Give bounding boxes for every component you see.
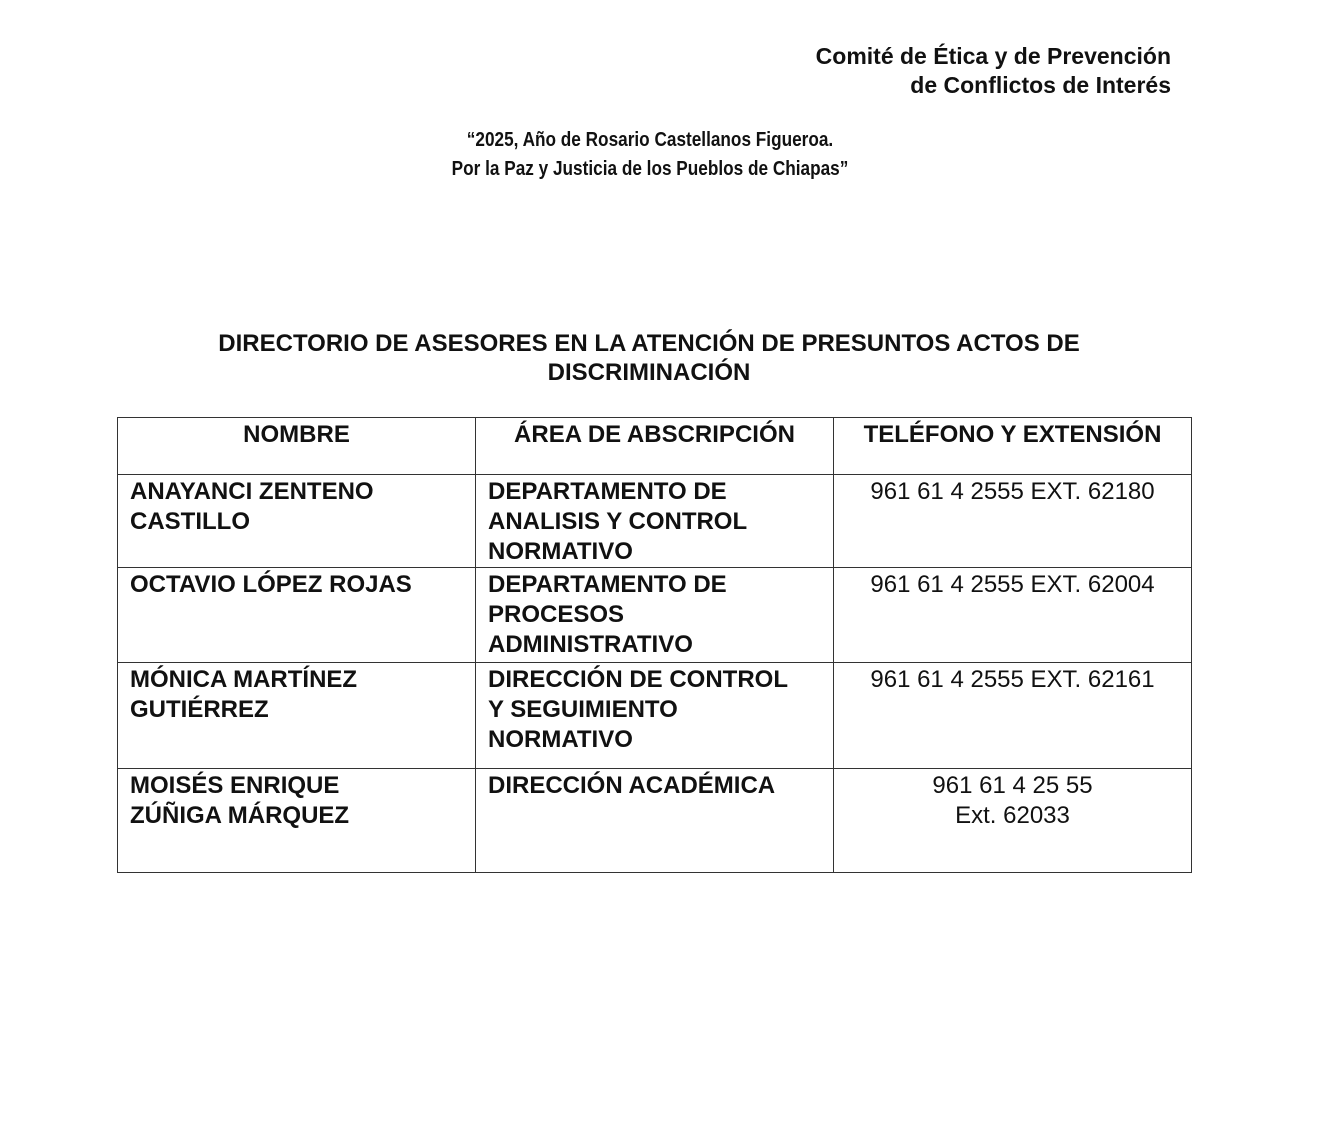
table-row xyxy=(118,568,1192,663)
advisors-directory-table xyxy=(117,417,1192,873)
advisor-phone-cell xyxy=(834,568,1192,663)
advisor-name-cell xyxy=(118,475,476,568)
advisor-area-cell xyxy=(476,769,834,873)
advisor-area-line: PROCESOS xyxy=(488,601,625,628)
committee-heading xyxy=(816,42,1171,100)
advisor-name-line: OCTAVIO LÓPEZ ROJAS xyxy=(130,571,412,598)
column-header-phone: TELÉFONO Y EXTENSIÓN xyxy=(834,418,1192,475)
advisor-area-cell xyxy=(476,475,834,568)
document-title-line-2: DISCRIMINACIÓN xyxy=(547,359,751,386)
advisor-area-line: DIRECCIÓN ACADÉMICA xyxy=(488,772,776,799)
motto-line-1: “2025, Año de Rosario Castellanos Figueroa. xyxy=(466,129,834,151)
advisor-name-line: ZÚÑIGA MÁRQUEZ xyxy=(130,802,350,829)
advisor-phone-cell xyxy=(834,769,1192,873)
committee-heading-line-1: Comité de Ética y de Prevención xyxy=(815,43,1171,69)
advisor-name-line: ANAYANCI ZENTENO xyxy=(130,478,374,505)
advisor-phone-line: 961 61 4 2555 EXT. 62004 xyxy=(870,571,1155,598)
advisor-area-line: DEPARTAMENTO DE xyxy=(488,478,727,505)
motto-line-2: Por la Paz y Justicia de los Pueblos de Chiapas” xyxy=(451,158,849,180)
advisor-area-line: NORMATIVO xyxy=(488,726,633,753)
advisor-area-line: ADMINISTRATIVO xyxy=(488,631,693,658)
official-year-motto xyxy=(349,126,951,184)
advisor-area-cell xyxy=(476,663,834,769)
advisor-phone-line: 961 61 4 2555 EXT. 62180 xyxy=(870,478,1155,505)
advisor-area-cell xyxy=(476,568,834,663)
table-row xyxy=(118,475,1192,568)
column-header-area: ÁREA DE ABSCRIPCIÓN xyxy=(476,418,834,475)
advisor-name-cell xyxy=(118,769,476,873)
advisor-area-line: ANALISIS Y CONTROL xyxy=(488,508,748,535)
advisor-name-line: MÓNICA MARTÍNEZ xyxy=(130,666,358,693)
advisor-phone-line: Ext. 62033 xyxy=(955,802,1070,829)
advisor-area-line: Y SEGUIMIENTO xyxy=(488,696,678,723)
advisor-name-cell xyxy=(118,568,476,663)
document-title-line-1: DIRECTORIO DE ASESORES EN LA ATENCIÓN DE PRESUNTOS ACTOS DE xyxy=(218,330,1080,357)
advisor-name-cell xyxy=(118,663,476,769)
table-header-row xyxy=(118,418,1192,475)
document-title xyxy=(116,329,1182,387)
advisor-phone-line: 961 61 4 2555 EXT. 62161 xyxy=(870,666,1155,693)
table-row xyxy=(118,769,1192,873)
advisor-name-line: GUTIÉRREZ xyxy=(130,696,269,723)
advisor-area-line: NORMATIVO xyxy=(488,538,633,565)
advisor-name-line: MOISÉS ENRIQUE xyxy=(130,772,340,799)
advisor-phone-cell xyxy=(834,663,1192,769)
advisor-area-line: DEPARTAMENTO DE xyxy=(488,571,727,598)
table-row xyxy=(118,663,1192,769)
advisor-name-line: CASTILLO xyxy=(130,508,250,535)
advisor-phone-line: 961 61 4 25 55 xyxy=(932,772,1093,799)
committee-heading-line-2: de Conflictos de Interés xyxy=(910,72,1171,98)
advisor-area-line: DIRECCIÓN DE CONTROL xyxy=(488,666,788,693)
column-header-name: NOMBRE xyxy=(118,418,476,475)
advisor-phone-cell xyxy=(834,475,1192,568)
